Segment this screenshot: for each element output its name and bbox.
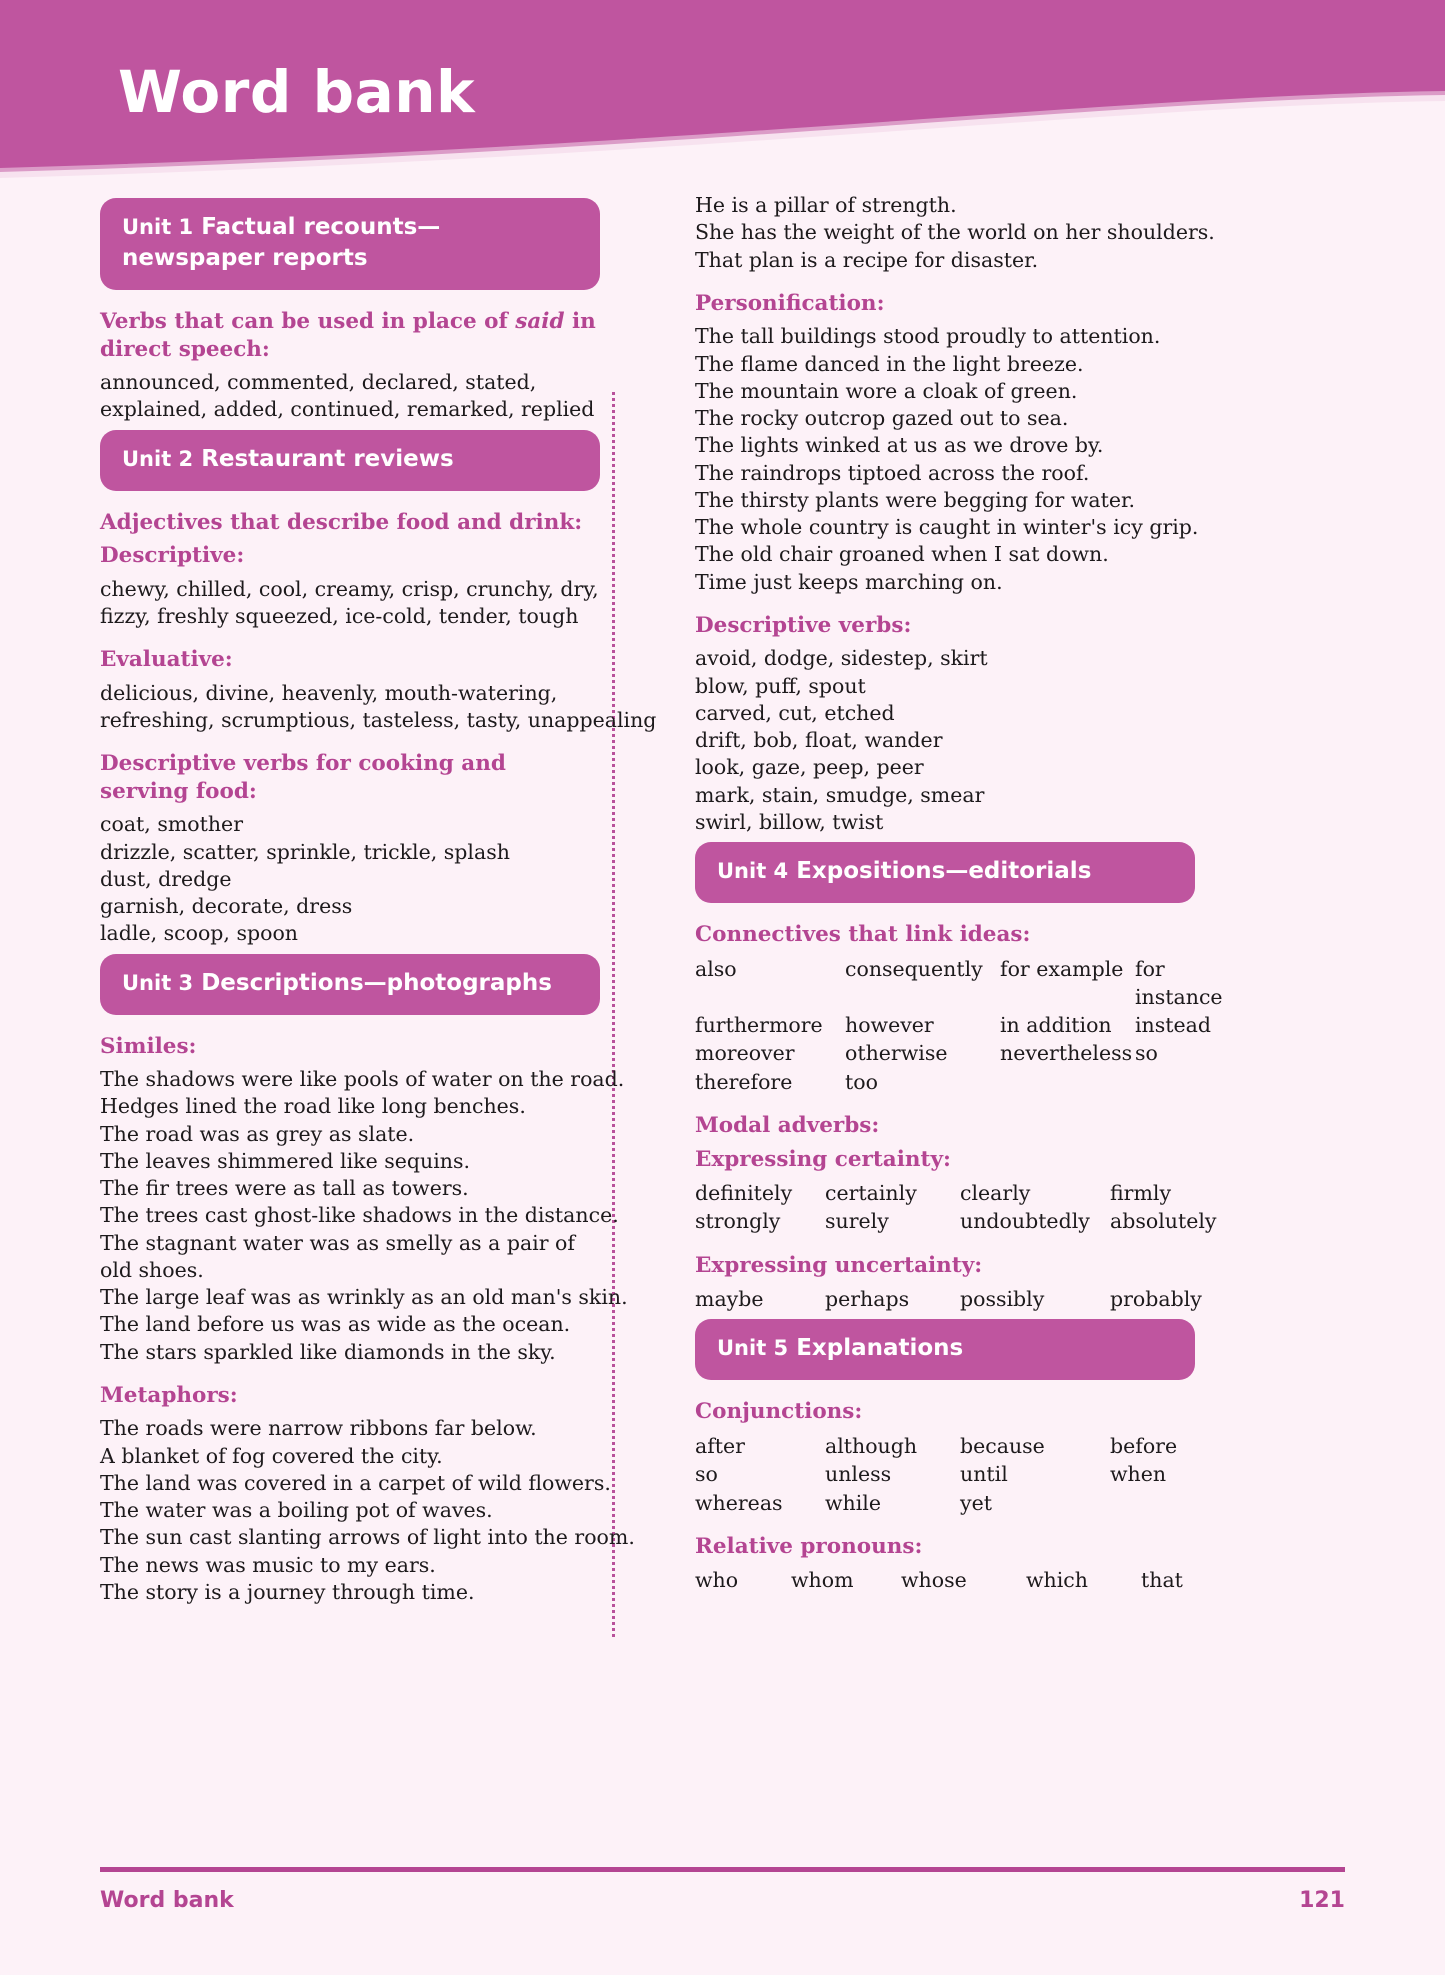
word-item: nevertheless [1000,1041,1133,1066]
word-item: however [845,1013,934,1038]
list-item: The whole country is caught in winter's icy grip. [695,515,1199,540]
list-item: The tall buildings stood proudly to attention. [695,324,1161,349]
heading-said-verbs-em: said [515,309,565,335]
unit-1-title: Factual recounts—newspaper reports [122,214,441,272]
list-item: swirl, billow, twist [695,809,884,834]
list-item: He is a pillar of strength. [695,193,957,217]
word-item: who [695,1568,739,1593]
heading-descriptive-verbs: Descriptive verbs: [695,612,912,638]
word-item: so [1135,1041,1158,1066]
right-column [695,192,1223,1852]
list-item: look, gaze, peep, peer [695,755,924,780]
word-item: possibly [960,1287,1045,1312]
list-item: The land was covered in a carpet of wild flowers. [100,1470,611,1495]
list-item: The land before us was as wide as the ocean. [100,1312,571,1337]
list-item: blow, puff, spout [695,673,866,698]
word-item: while [825,1490,881,1515]
word-item: which [1026,1568,1088,1593]
list-item: announced, commented, declared, stated, [100,370,537,395]
unit-5-number: Unit 5 [717,1336,789,1361]
unit-3-number: Unit 3 [122,970,194,995]
unit-4-number: Unit 4 [717,859,789,884]
list-item: The leaves shimmered like sequins. [100,1148,471,1173]
list-descriptive-adjectives [100,576,600,631]
list-item: The thirsty plants were begging for water. [695,487,1136,512]
page-footer [100,1867,1345,1913]
list-item: The roads were narrow ribbons far below. [100,1416,537,1441]
list-metaphors [100,1415,635,1606]
word-item: furthermore [695,1013,823,1038]
word-item: probably [1110,1287,1202,1312]
word-item: instead [1135,1013,1211,1038]
word-item: until [960,1462,1008,1487]
word-item: in addition [1000,1013,1112,1038]
word-item: for instance [1135,956,1223,1009]
list-item: avoid, dodge, sidestep, skirt [695,646,988,671]
word-item: undoubtedly [960,1209,1090,1234]
list-item: ladle, scoop, spoon [100,921,298,946]
grid-uncertainty-adverbs [695,1285,1202,1313]
word-item: also [695,956,737,981]
heading-said-verbs-post: in direct speech: [100,309,596,362]
word-item: moreover [695,1041,795,1066]
heading-similes: Similes: [100,1033,197,1059]
list-personification [695,323,1199,596]
heading-metaphors: Metaphors: [100,1382,238,1408]
list-item: The lights winked at us as we drove by. [695,433,1104,458]
heading-connectives: Connectives that link ideas: [695,922,1031,948]
word-item: when [1110,1462,1167,1487]
list-item: She has the weight of the world on her shoulders. [695,220,1215,245]
word-item: clearly [960,1181,1031,1206]
heading-conjunctions: Conjunctions: [695,1399,863,1425]
word-item: for example [1000,956,1124,981]
grid-connectives [695,955,1223,1096]
list-item: The news was music to my ears. [100,1552,436,1577]
list-item: That plan is a recipe for disaster. [695,247,1039,272]
list-item: The story is a journey through time. [100,1579,475,1604]
list-similes [100,1066,628,1366]
list-metaphors-continued [695,192,1215,274]
list-item: The rocky outcrop gazed out to sea. [695,406,1069,431]
heading-said-verbs-pre: Verbs that can be used in place of [100,309,516,335]
unit-1-number: Unit 1 [122,215,194,239]
list-item: Hedges lined the road like long benches. [100,1094,526,1119]
list-item: The water was a boiling pot of waves. [100,1498,493,1523]
footer-row [100,1888,1345,1913]
word-item: although [825,1433,918,1458]
grid-certainty-adverbs [695,1179,1217,1236]
page-title: Word bank [118,58,476,126]
unit-2-number: Unit 2 [122,446,194,471]
page-content [0,192,1445,1852]
list-said-verbs [100,369,600,424]
word-item: yet [960,1490,992,1515]
word-item: definitely [695,1181,793,1206]
list-descriptive-verbs [695,645,1195,836]
word-item: whose [901,1568,967,1593]
unit-header-1 [100,198,600,290]
word-item: certainly [825,1181,917,1206]
column-divider [612,392,615,1637]
list-item: dust, dredge [100,866,232,891]
word-item: firmly [1110,1181,1172,1206]
word-item: whom [791,1568,854,1593]
list-item: The stars sparkled like diamonds in the sky. [100,1339,556,1364]
word-item: unless [825,1462,892,1487]
unit-header-3 [100,954,600,1015]
word-item: consequently [845,956,983,981]
list-item: delicious, divine, heavenly, mouth-watering, [100,680,558,705]
list-item: The raindrops tiptoed across the roof. [695,460,1090,485]
left-column [100,192,657,1852]
heading-relative-pronouns: Relative pronouns: [695,1533,923,1559]
word-item: maybe [695,1287,764,1312]
list-item: The road was as grey as slate. [100,1121,415,1146]
word-item: therefore [695,1069,793,1094]
list-item: drift, bob, float, wander [695,728,943,753]
word-item: that [1141,1568,1183,1593]
word-item [1110,1489,1195,1517]
page-number: 121 [1299,1888,1345,1913]
list-item: mark, stain, smudge, smear [695,782,985,807]
unit-header-4 [695,842,1195,903]
word-item: after [695,1433,745,1458]
list-cooking-verbs [100,811,600,947]
word-item [1135,1068,1223,1096]
heading-adjectives-food: Adjectives that describe food and drink: [100,509,583,535]
word-item: too [845,1069,878,1094]
list-item: The old chair groaned when I sat down. [695,542,1109,567]
footer-label: Word bank [100,1888,234,1913]
unit-3-title: Descriptions—photographs [201,969,552,996]
word-item: before [1110,1433,1178,1458]
word-item: so [695,1462,718,1487]
list-item: The shadows were like pools of water on the road. [100,1067,625,1092]
list-item: The sun cast slanting arrows of light into the room. [100,1525,635,1550]
grid-conjunctions [695,1432,1195,1517]
list-item: carved, cut, etched [695,700,895,725]
heading-said-verbs [100,308,600,363]
list-item: garnish, decorate, dress [100,894,353,918]
heading-personification: Personification: [695,290,885,316]
heading-evaluative: Evaluative: [100,647,233,673]
list-item: A blanket of fog covered the city. [100,1443,443,1468]
word-item [1000,1068,1135,1096]
footer-rule [100,1867,1345,1872]
heading-modal-adverbs: Modal adverbs: [695,1113,880,1138]
unit-2-title: Restaurant reviews [201,445,454,472]
list-item: fizzy, freshly squeezed, ice-cold, tender, tough [100,603,579,628]
heading-cooking-verbs: Descriptive verbs for cooking and serving food: [100,751,506,804]
list-item: coat, smother [100,812,243,837]
word-item: strongly [695,1209,781,1234]
unit-4-title: Expositions—editorials [796,858,1092,885]
list-item: The flame danced in the light breeze. [695,351,1084,376]
list-item: explained, added, continued, remarked, replied [100,397,595,422]
list-item: The trees cast ghost-like shadows in the distance. [100,1203,619,1228]
heading-expressing-uncertainty: Expressing uncertainty: [695,1252,983,1278]
word-item: surely [825,1209,889,1234]
list-item: The fir trees were as tall as towers. [100,1176,469,1201]
list-item: refreshing, scrumptious, tasteless, tasty, unappealing [100,707,657,732]
unit-header-5 [695,1319,1195,1380]
list-item: drizzle, scatter, sprinkle, trickle, splash [100,839,510,864]
heading-descriptive: Descriptive: [100,543,245,569]
list-item: chewy, chilled, cool, creamy, crisp, crunchy, dry, [100,576,599,601]
word-item: because [960,1433,1045,1458]
list-evaluative-adjectives [100,680,657,735]
word-item: perhaps [825,1287,910,1312]
list-item: The large leaf was as wrinkly as an old man's skin. [100,1285,628,1310]
unit-5-title: Explanations [796,1335,964,1362]
heading-expressing-certainty: Expressing certainty: [695,1146,951,1172]
list-item: The mountain wore a cloak of green. [695,378,1078,403]
grid-relative-pronouns [695,1566,1195,1594]
word-item: whereas [695,1490,783,1515]
list-item: The stagnant water was as smelly as a pair of old shoes. [100,1230,575,1282]
unit-header-2 [100,430,600,491]
word-item: otherwise [845,1041,948,1066]
word-item: absolutely [1110,1209,1217,1234]
list-item: Time just keeps marching on. [695,569,1003,594]
